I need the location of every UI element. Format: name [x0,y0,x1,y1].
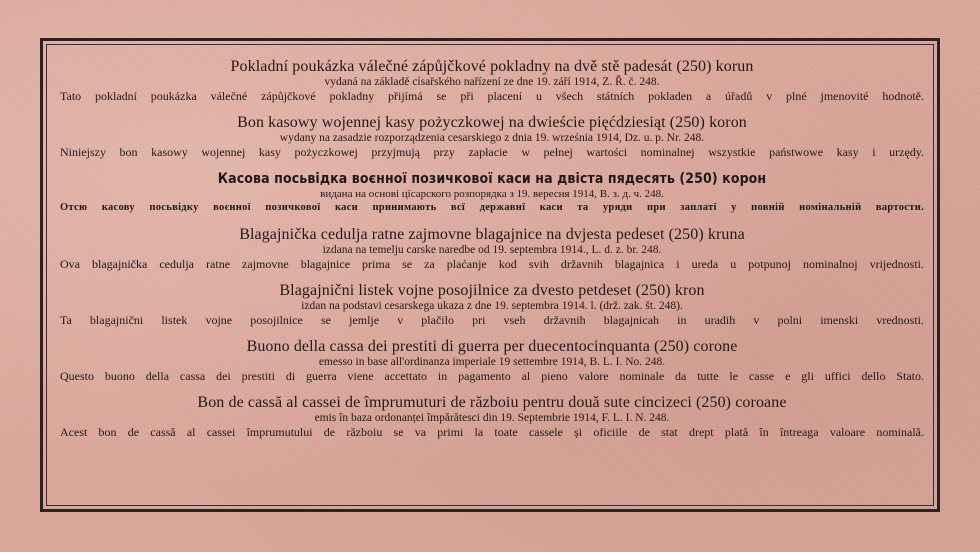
section-title: Касова посьвідка воєнної позичкової каси на двіста пядесять (250) корон [217,171,767,187]
section-subtitle: emesso in base all'ordinanza imperiale 19 settembre 1914, B. L. I. No. 248. [318,356,666,368]
section-subtitle: vydaná na základě císařského nařízení ze dne 19. září 1914, Z. Ř. č. 248. [324,76,660,88]
section-croatian [60,226,924,271]
section-title: Bon de cassă al cassei de împrumuturi de războiu pentru două sute cincizeci (250) coroane [197,394,787,411]
section-body: Questo buono della cassa dei prestiti di guerra viene accettato in pagamento al pieno valore nominale da tutte le casse e gli uffici dello Stato. [60,369,924,383]
section-subtitle: видана на основі цїсарского розпорядка з 19. вересня 1914, В. з. д. ч. 248. [320,188,664,200]
section-body: Niniejszy bon kasowy wojennej kasy pożyczkowej przyjmują przy zapłacie w pełnej wartości nominalnej wszystkie państwowe kasy i urzędy. [60,145,924,159]
section-title: Blagajnični listek vojne posojilnice za dvesto petdeset (250) kron [279,282,705,299]
section-body: Ta blagajnični listek vojne posojilnice se jemlje v plačilo pri vseh državnih blagajnicah in uradih v polni imenski vrednosti. [60,313,924,327]
section-slovene [60,282,924,327]
section-subtitle: emis în baza ordonanței împărătesci din 19. Septembrie 1914, F. L. I. N. 248. [314,412,670,424]
section-romanian [60,394,924,439]
section-title: Blagajnička cedulja ratne zajmovne blagajnice na dvjesta pedeset (250) kruna [239,226,745,243]
section-body: Tato pokladní poukázka válečné zápůjčkové pokladny přijímá se při placení u všech státních pokladen a úřadů v plné jmenovité hodnotě. [60,89,924,103]
section-subtitle: wydany na zasadzie rozporządzenia cesarskiego z dnia 19. września 1914, Dz. u. p. Nr. 248. [279,132,705,144]
section-ruthenian [60,170,924,215]
text-block [60,58,924,439]
section-polish [60,114,924,159]
section-body: Acest bon de cassă al cassei împrumutului de războiu se va primi la toate cassele și oficiile de stat drept plată în întreaga valoare nominală. [60,425,924,439]
section-title: Buono della cassa dei prestiti di guerra per duecentocinquanta (250) corone [246,338,738,355]
section-body: Отсю касову посьвідку воєнної позичкової каси принимають всї державнї каси та уряди при заплатї у повній номінальній вартости. [60,202,924,213]
section-body: Ova blagajnička cedulja ratne zajmovne blagajnice prima se za plaćanje kod svih državnih blagajnica i ureda u potpunoj nominalnoj vrijednosti. [60,257,924,271]
section-subtitle: izdan na podstavi cesarskega ukaza z dne 19. septembra 1914. l. (drž. zak. št. 248). [301,300,683,312]
section-italian [60,338,924,383]
section-czech [60,58,924,103]
section-subtitle: izdana na temelju carske naredbe od 19. septembra 1914., L. d. z. br. 248. [322,244,662,256]
section-title: Bon kasowy wojennej kasy pożyczkowej na dwieście pięćdziesiąt (250) koron [237,114,747,131]
section-title: Pokladní poukázka válečné zápůjčkové pokladny na dvě stě padesát (250) korun [230,58,754,75]
